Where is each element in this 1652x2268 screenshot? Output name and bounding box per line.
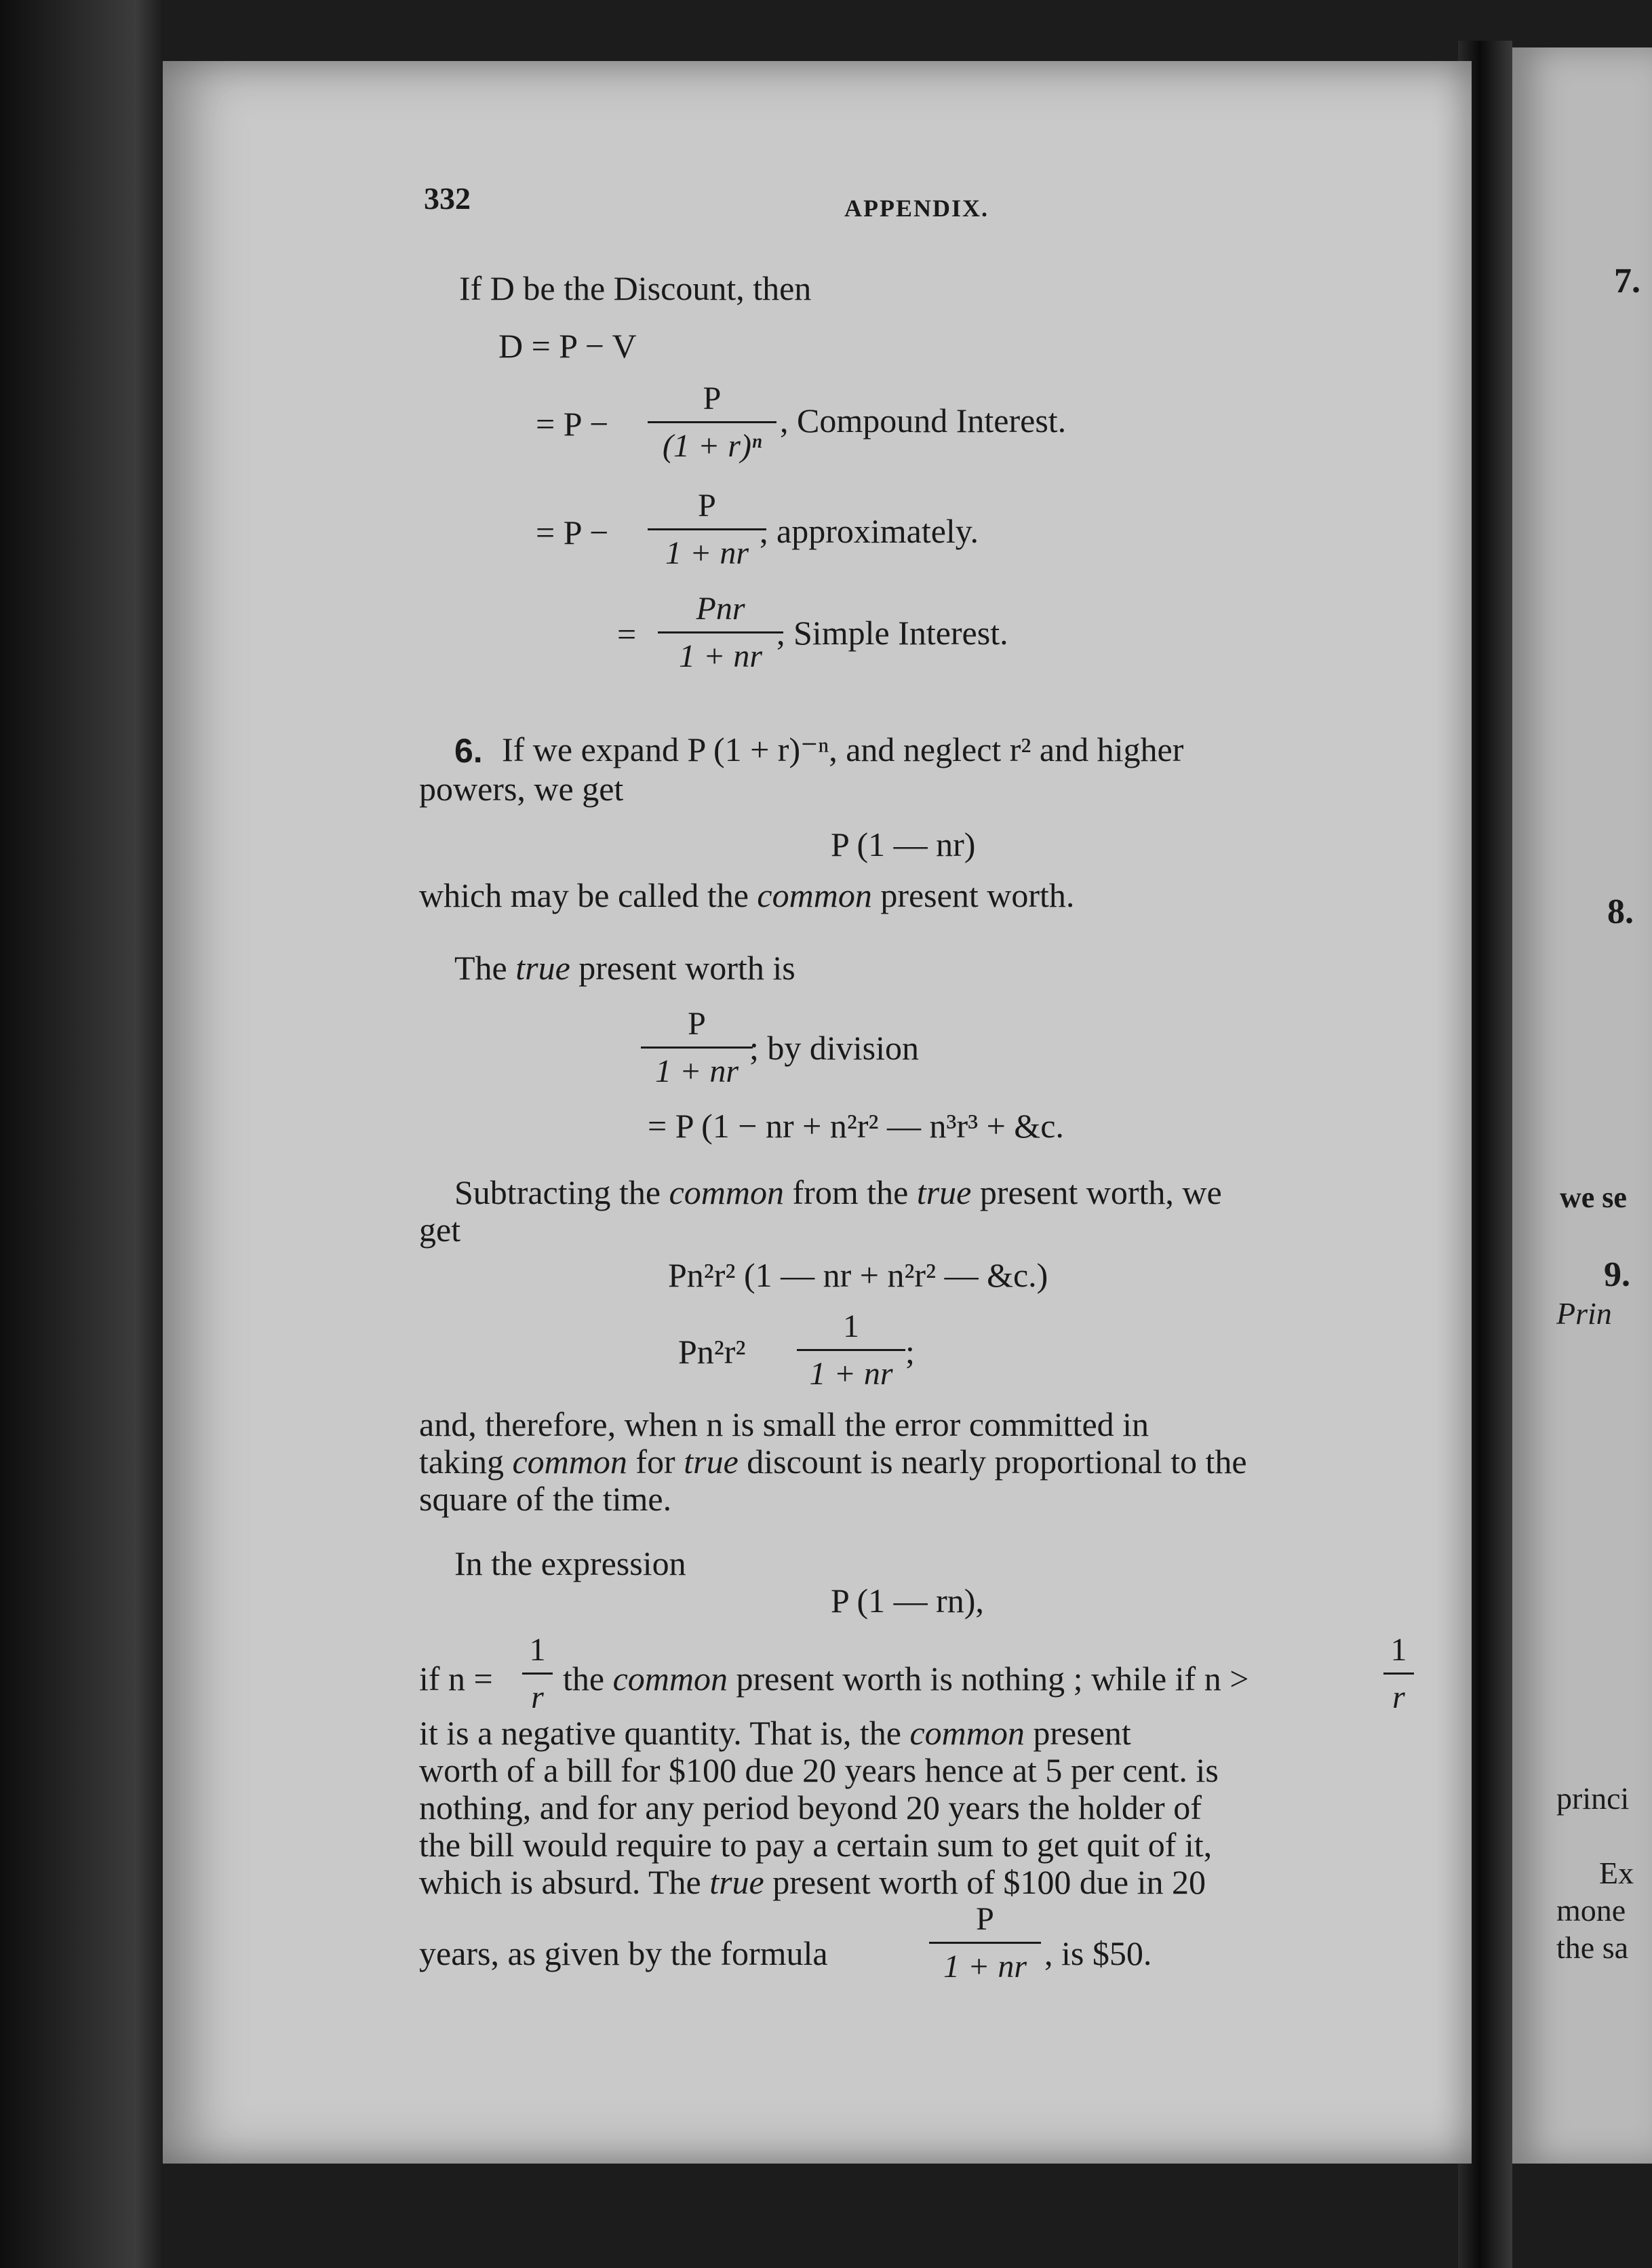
equation-simple-prefix: = — [617, 615, 637, 653]
right-text-mone: mone — [1556, 1893, 1626, 1928]
equation-approx-prefix: = P − — [536, 513, 609, 551]
fraction-denominator: (1 + r)ⁿ — [662, 428, 762, 464]
error-para-l1: and, therefore, when n is small the error committed in — [419, 1405, 1149, 1443]
fraction-denominator: 1 + nr — [654, 1053, 739, 1089]
fraction-numerator: Pnr — [696, 591, 745, 627]
expression: P (1 — rn), — [831, 1582, 984, 1620]
negative-para-l5: which is absurd. The true present worth of $100 due in 20 — [419, 1863, 1206, 1901]
right-text-princi: princi — [1556, 1781, 1630, 1816]
error-para-l3: square of the time. — [419, 1480, 672, 1518]
fraction-compound — [648, 380, 776, 465]
true-present-worth-text: The true present worth is — [454, 949, 795, 987]
negative-para-l2: worth of a bill for $100 due 20 years hence at 5 per cent. is — [419, 1751, 1219, 1789]
subtracting-line2: get — [419, 1211, 461, 1249]
common-present-worth-eq: P (1 — nr) — [831, 825, 976, 863]
error-para-l2: taking common for true discount is nearly proportional to the — [419, 1443, 1247, 1481]
expression-intro: In the expression — [454, 1544, 686, 1582]
right-text-we-se: we se — [1560, 1181, 1627, 1214]
fraction-numerator: P — [698, 488, 716, 524]
fraction-formula — [929, 1900, 1041, 1985]
fraction-denominator: r — [531, 1679, 544, 1715]
fraction-denominator: 1 + nr — [665, 535, 749, 571]
difference-suffix: ; — [905, 1333, 915, 1371]
fraction-numerator: 1 — [1390, 1632, 1407, 1668]
fraction-difference — [797, 1308, 905, 1392]
fraction-denominator: 1 + nr — [678, 638, 763, 674]
fraction-numerator: P — [976, 1901, 994, 1937]
right-page-edge — [1512, 47, 1652, 2164]
note-simple-interest: , Simple Interest. — [776, 614, 1008, 652]
right-text-prin: Prin — [1556, 1296, 1612, 1331]
fraction-numerator: P — [703, 380, 722, 416]
negative-para-l3: nothing, and for any period beyond 20 years the holder of — [419, 1788, 1202, 1826]
note-compound-interest: , Compound Interest. — [780, 402, 1067, 439]
difference-prefix: Pn²r² — [678, 1333, 746, 1371]
s6-line2: powers, we get — [419, 770, 624, 808]
fraction-denominator: r — [1392, 1679, 1405, 1715]
right-section-9: 9. — [1604, 1255, 1630, 1294]
equation-d: D = P − V — [498, 327, 637, 365]
equation-compound-prefix: = P − — [536, 405, 609, 443]
s6-line3: which may be called the common present worth. — [419, 876, 1075, 914]
fraction-approx — [648, 487, 766, 572]
right-text-the-sa: the sa — [1556, 1930, 1629, 1965]
series-expansion: = P (1 − nr + n²r² — n³r³ + &c. — [648, 1107, 1064, 1145]
page-number: 332 — [424, 181, 471, 216]
subtracting-line: Subtracting the common from the true present worth, we — [454, 1173, 1222, 1211]
left-page — [163, 61, 1472, 2164]
right-section-8: 8. — [1607, 893, 1634, 931]
fraction-true-worth — [641, 1005, 753, 1090]
if-n-equals: if n = — [419, 1660, 493, 1698]
fraction-numerator: 1 — [529, 1632, 546, 1668]
difference-series: Pn²r² (1 — nr + n²r² — &c.) — [668, 1256, 1048, 1294]
note-approximately: , approximately. — [760, 512, 979, 550]
fraction-denominator: 1 + nr — [943, 1949, 1027, 1984]
fraction-one-over-r-2 — [1383, 1631, 1414, 1716]
discount-intro: If D be the Discount, then — [459, 269, 812, 307]
right-text-ex: Ex — [1599, 1856, 1634, 1890]
negative-para-l6: years, as given by the formula — [419, 1934, 828, 1972]
fraction-one-over-r — [522, 1631, 553, 1716]
note-by-division: ; by division — [749, 1029, 920, 1067]
section-number-6: 6. — [454, 732, 483, 770]
fraction-simple — [658, 590, 783, 675]
negative-para-l4: the bill would require to pay a certain sum to get quit of it, — [419, 1826, 1213, 1864]
negative-para-l6-end: , is $50. — [1044, 1934, 1152, 1972]
fraction-denominator: 1 + nr — [809, 1356, 893, 1392]
fraction-numerator: P — [688, 1006, 706, 1042]
running-title: APPENDIX. — [844, 195, 989, 222]
negative-para-l1: it is a negative quantity. That is, the common present — [419, 1714, 1131, 1752]
fraction-numerator: 1 — [843, 1308, 859, 1344]
if-condition-text: the common present worth is nothing ; while if n > — [563, 1660, 1249, 1698]
right-section-7: 7. — [1614, 262, 1640, 300]
s6-line1: If we expand P (1 + r)⁻ⁿ, and neglect r² and higher — [502, 730, 1184, 768]
